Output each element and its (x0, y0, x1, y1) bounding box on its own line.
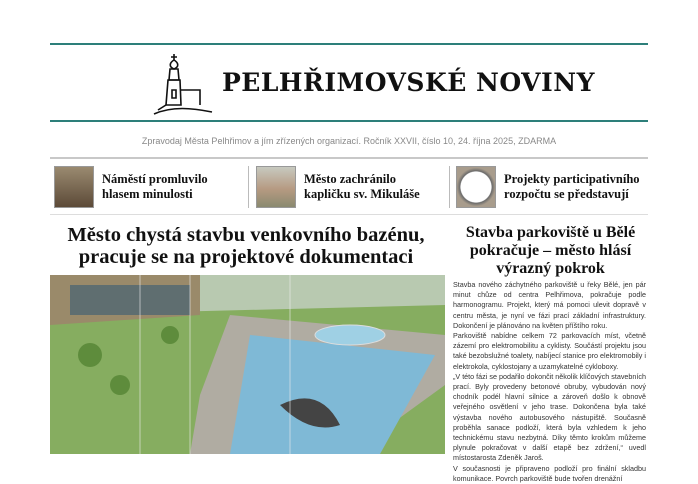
teaser-title: Město zachránilo kapličku sv. Mikuláše (304, 172, 420, 201)
church-logo-icon (152, 50, 214, 118)
teaser-1[interactable] (54, 164, 222, 210)
side-headline[interactable]: Stavba parkoviště u Bělé pokračuje – město hlásí výrazný pokrok (465, 224, 636, 277)
side-article-body (453, 280, 646, 484)
teaser-3[interactable] (456, 164, 654, 210)
divider (449, 166, 450, 208)
paragraph: „V této fázi se podařilo dokončit několik klíčových stavebních prací. Byly provedeny betonové obruby, vybudován nový chodník podél hlavní silnice a zároveň došlo k obnově veřejného osvětlení v jeho trase. Dokončena byla také výstavba nového autobusového nástupiště. Současně proběhla sanace podloží, která byla vzhledem k jeho technickému stavu nezbytná. Díky těmto krokům můžeme plynule pokračovat v další etapě bez zdržení,“ uvedl místostarosta Zdeněk Jaroš. (453, 371, 646, 463)
paragraph: V současnosti je připraveno podloží pro finální skladbu komunikace. Povrch parkoviště bude tvořen drenážní (453, 463, 646, 483)
pool-visualization-image (50, 275, 445, 454)
main-headline[interactable]: Město chystá stavbu venkovního bazénu, pracuje se na projektové dokumentaci (67, 224, 425, 268)
masthead-subtitle: Zpravodaj Města Pelhřimov a jím zřízených organizací. Ročník XXVII, číslo 10, 24. října 2025, ZDARMA (141, 136, 557, 146)
paragraph: Stavba nového záchytného parkoviště u řeky Bělé, jen pár minut chůze od centra Pelhřimova, pokračuje podle harmonogramu. Projekt, který má pomoci ulevit dopravě v centru města, je nyní ve fázi prací základní infrastruktury. Dokončení je plánováno na květen příštího roku. (453, 280, 646, 330)
top-rule (50, 43, 648, 45)
teaser-2[interactable] (256, 164, 434, 210)
teaser-title: Náměstí promluvilo hlasem minulosti (102, 172, 208, 201)
paragraph: Parkoviště nabídne celkem 72 parkovacích míst, včetně zázemí pro elektromobilitu a cyklisty. Součástí projektu jsou také bezobslužné toalety, nabíjecí stanice pro elektromobily i elektrokola, cyklostojany a uzamykatelné cykloboxy. (453, 331, 646, 371)
subtitle-rule (50, 157, 648, 159)
teaser-thumbnail (54, 166, 94, 208)
divider (248, 166, 249, 208)
teaser-thumbnail (456, 166, 496, 208)
teaser-rule (50, 214, 648, 215)
masthead-title: PELHŘIMOVSKÉ NOVINY (222, 68, 595, 97)
masthead-rule (50, 120, 648, 122)
teaser-title: Projekty participativního rozpočtu se představují (504, 172, 640, 201)
teaser-thumbnail (256, 166, 296, 208)
